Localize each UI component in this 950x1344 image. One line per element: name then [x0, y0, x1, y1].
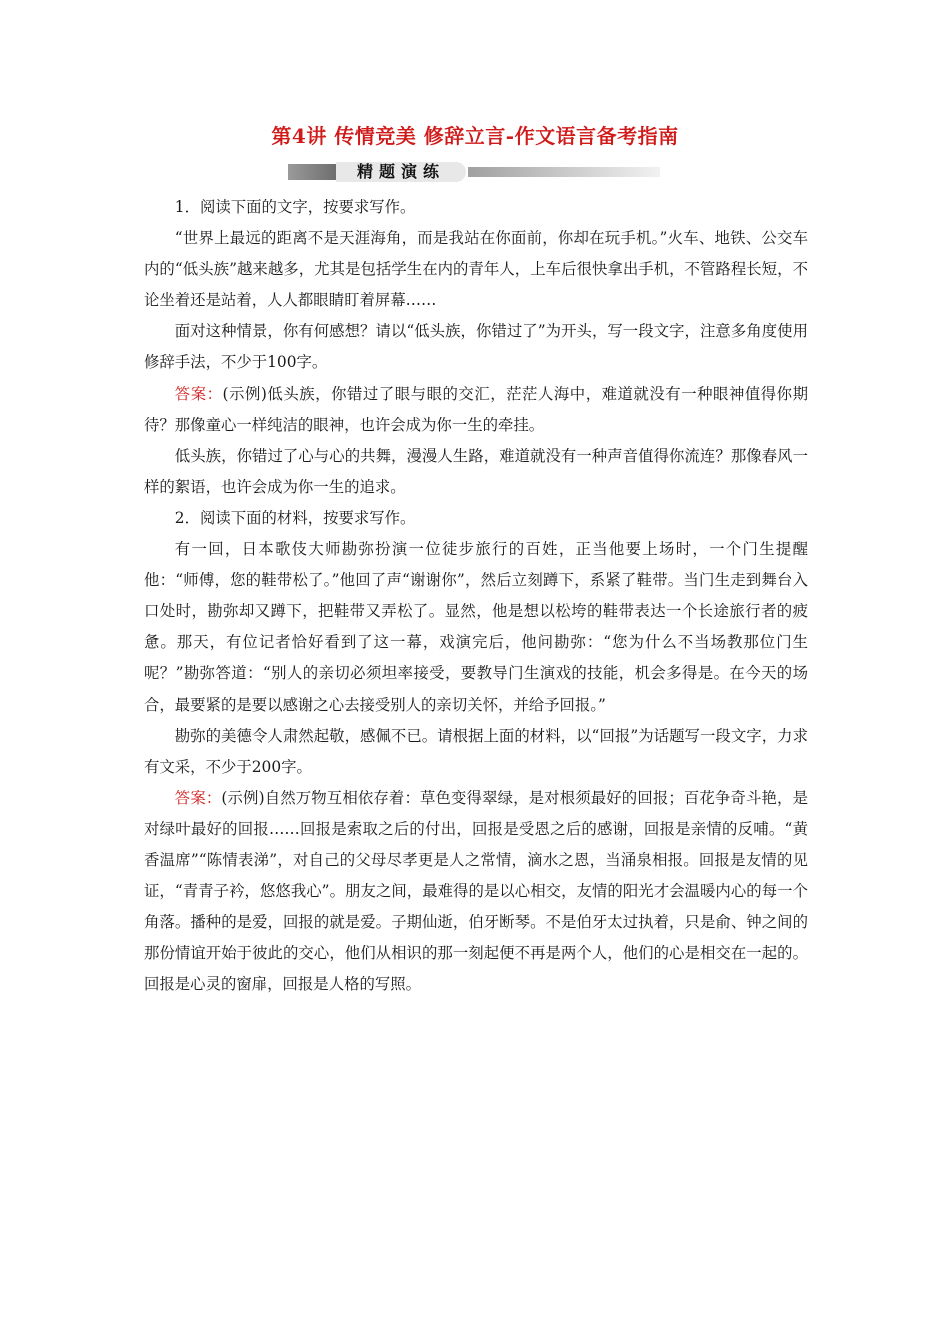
- answer-label: 答案：: [174, 788, 222, 807]
- answer-label: 答案：: [174, 384, 223, 403]
- banner-label: 精题演练: [336, 162, 466, 182]
- banner-left-bar: [288, 164, 336, 180]
- question-1-prompt: 1．阅读下面的文字，按要求写作。: [174, 198, 416, 216]
- question-1-answer: [144, 379, 808, 441]
- question-2-answer-text: (示例)自然万物互相依存着：草色变得翠绿，是对根须最好的回报；百花争奇斗艳，是对绿叶最好的回报……回报是索取之后的付出，回报是受恩之后的感谢，回报是亲情的反哺。“黄香温席”“陈情表涕”，对自己的父母尽孝更是人之常情，滴水之恩，当涌泉相报。回报是友情的见证，“青青子衿，悠悠我心”。朋友之间，最难得的是以心相交，友情的阳光才会温暖内心的每一个角落。播种的是爱，回报的就是爱。子期仙逝，伯牙断琴。不是伯牙太过执着，只是俞、钟之间的那份情谊开始于彼此的交心，他们从相识的那一刻起便不再是两个人，他们的心是相交在一起的。回报是心灵的窗扉，回报是人格的写照。: [144, 788, 808, 994]
- question-2-prompt: 2．阅读下面的材料，按要求写作。: [174, 508, 416, 527]
- question-1-answer-text: (示例)低头族，你错过了眼与眼的交汇，茫茫人海中，难道就没有一种眼神值得你期待？那像童心一样纯洁的眼神，也许会成为你一生的牵挂。: [144, 384, 808, 434]
- question-2-material-para: 有一回，日本歌伎大师勘弥扮演一位徒步旅行的百姓，正当他要上场时，一个门生提醒他：“师傅，您的鞋带松了。”他回了声“谢谢你”，然后立刻蹲下，系紧了鞋带。当门生走到舞台入口处时，勘弥却又蹲下，把鞋带又弄松了。显然，他是想以松垮的鞋带表达一个长途旅行者的疲惫。那天，有位记者恰好看到了这一幕，戏演完后，他问勘弥：“您为什么不当场教那位门生呢？”勘弥答道：“别人的亲切必须坦率接受，要教导门生演戏的技能，机会多得是。在今天的场合，最要紧的是要以感谢之心去接受别人的亲切关怀，并给予回报。”: [144, 540, 808, 714]
- question-1-instruction: 面对这种情景，你有何感想？请以“低头族，你错过了”为开头，写一段文字，注意多角度使用修辞手法，不少于100字。: [144, 322, 808, 372]
- question-2-instruction: 勘弥的美德令人肃然起敬，感佩不已。请根据上面的材料，以“回报”为话题写一段文字，力求有文采，不少于200字。: [144, 726, 808, 776]
- section-banner: [288, 162, 660, 182]
- question-2-answer: [144, 783, 808, 1001]
- page-title: 第4讲 传情竞美 修辞立言-作文语言备考指南: [271, 124, 679, 148]
- question-1-answer-para: 低头族，你错过了心与心的共舞，漫漫人生路，难道就没有一种声音值得你流连？那像春风一样的絮语，也许会成为你一生的追求。: [144, 446, 808, 496]
- question-1-material-para: “世界上最远的距离不是天涯海角，而是我站在你面前，你却在玩手机。”火车、地铁、公交车内的“低头族”越来越多，尤其是包括学生在内的青年人，上车后很快拿出手机，不管路程长短，不论坐着还是站着，人人都眼睛盯着屏幕……: [144, 229, 808, 310]
- exercise-content: [144, 192, 808, 1000]
- banner-right-bar: [468, 167, 660, 177]
